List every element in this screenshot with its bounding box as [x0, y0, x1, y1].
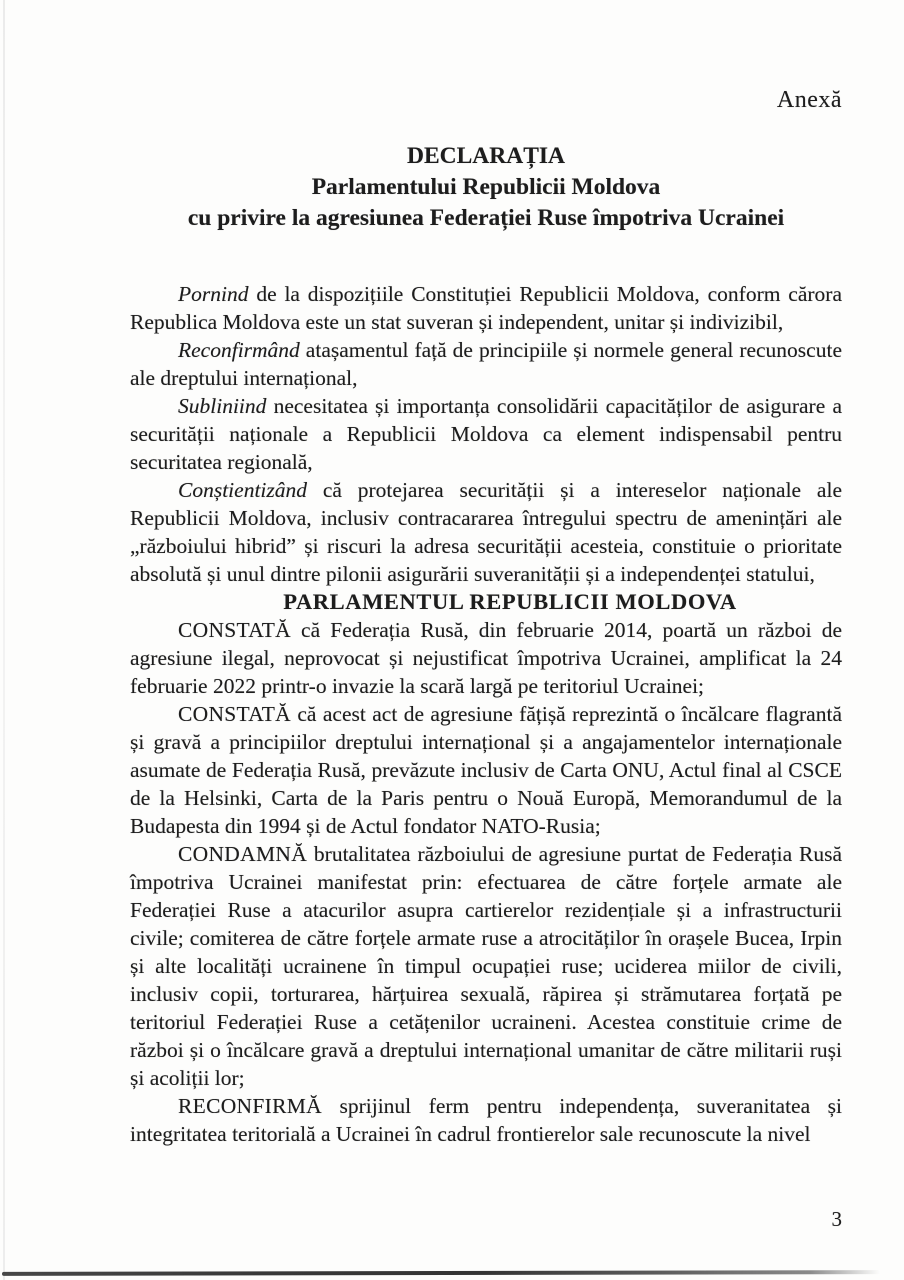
preamble-text: atașamentul față de principiile și normele general recunoscute ale dreptului internațional, — [130, 338, 842, 390]
preamble-text: de la dispozițiile Constituției Republicii Moldova, conform cărora Republica Moldova este un stat suveran și independent, unitar și indivizibil, — [130, 282, 842, 334]
operative-paragraph-condamna — [130, 840, 842, 1092]
preamble-text: necesitatea și importanța consolidării capacităților de asigurare a securității naționale a Republicii Moldova ca element indispensabil pentru securitatea regională, — [130, 394, 842, 474]
preamble-text: că protejarea securității și a intereselor naționale ale Republicii Moldova, inclusiv contracararea întregului spectru de amenințări ale „războiului hibrid” și riscuri la adresa securității acesteia, constituie o prioritate absolută și unul dintre pilonii asigurării suveranității și a independenței statului, — [130, 478, 842, 586]
document-body — [130, 280, 842, 1148]
scan-artifact-line — [2, 1270, 880, 1276]
title-line-3: cu privire la agresiunea Federației Ruse împotriva Ucrainei — [187, 205, 785, 231]
operative-paragraph-reconfirma — [130, 1092, 842, 1148]
document-title — [130, 141, 842, 234]
operative-paragraph-constata-1 — [130, 616, 842, 700]
preamble-paragraph-subliniind — [130, 392, 842, 476]
operative-lead-word: RECONFIRMĂ — [178, 1094, 322, 1118]
operative-text: că Federația Rusă, din februarie 2014, poartă un război de agresiune ilegal, neprovocat și nejustificat împotriva Ucrainei, amplificat la 24 februarie 2022 printr-o invazie la scară largă pe teritoriul Ucrainei; — [130, 618, 842, 698]
section-heading: PARLAMENTUL REPUBLICII MOLDOVA — [283, 589, 737, 614]
preamble-lead-word: Subliniind — [178, 394, 267, 418]
preamble-lead-word: Reconfirmând — [178, 338, 300, 362]
title-line-1: DECLARAȚIA — [407, 143, 565, 169]
preamble-paragraph-constientizand — [130, 476, 842, 588]
operative-lead-word: CONSTATĂ — [178, 618, 291, 642]
preamble-lead-word: Conștientizând — [178, 478, 308, 502]
preamble-paragraph-pornind — [130, 280, 842, 336]
title-line-2: Parlamentului Republicii Moldova — [311, 174, 661, 200]
preamble-lead-word: Pornind — [178, 282, 249, 306]
page-left-edge-shadow — [3, 0, 5, 1280]
operative-text: că acest act de agresiune fățișă reprezintă o încălcare flagrantă și gravă a principiilor dreptului internațional și a angajamentelor internaționale asumate de Federația Rusă, prevăzute inclusiv de Carta ONU, Actul final al CSCE de la Helsinki, Carta de la Paris pentru o Nouă Europă, Memorandumul de la Budapesta din 1994 și de Actul fondator NATO-Rusia; — [130, 702, 842, 838]
operative-paragraph-constata-2 — [130, 700, 842, 840]
operative-text: sprijinul ferm pentru independența, suveranitatea și integritatea teritorială a Ucrainei în cadrul frontierelor sale recunoscute la nivel — [130, 1094, 842, 1146]
annex-label: Anexă — [776, 87, 842, 113]
operative-lead-word: CONDAMNĂ — [178, 842, 308, 866]
operative-lead-word: CONSTATĂ — [178, 702, 291, 726]
operative-text: brutalitatea războiului de agresiune purtat de Federația Rusă împotriva Ucrainei manifestat prin: efectuarea de către forțele armate ale Federației Ruse a atacurilor asupra cartierelor rezidențiale și a infrastructurii civile; comiterea de către forțele armate ruse a atrocităților în orașele Bucea, Irpin și alte localități ucrainene în timpul ocupației ruse; uciderea miilor de civili, inclusiv copii, torturarea, hărțuirea sexuală, răpirea și strămutarea forțată pe teritoriul Federației Ruse a cetățenilor ucraineni. Acestea constituie crime de război și o încălcare gravă a dreptului internațional umanitar de către militarii ruși și acoliții lor; — [130, 842, 842, 1090]
page-number: 3 — [831, 1207, 842, 1231]
preamble-paragraph-reconfirmand — [130, 336, 842, 392]
